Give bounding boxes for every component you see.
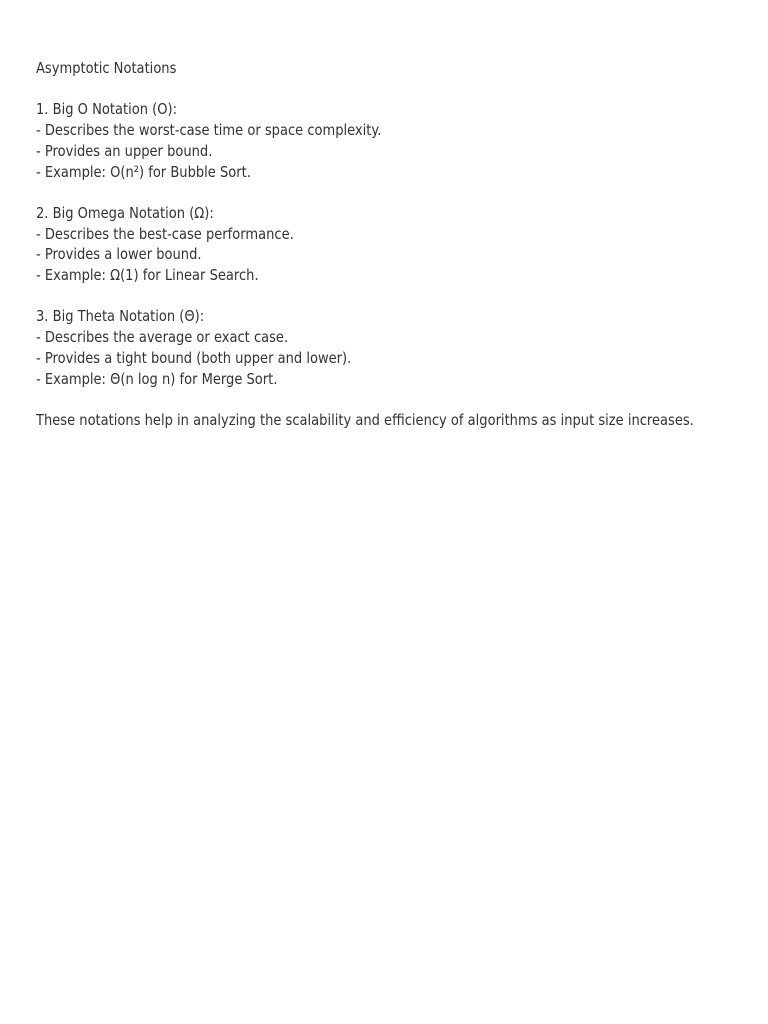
bullet-point: - Example: O(n²) for Bubble Sort.: [36, 162, 251, 181]
section-big-omega: [36, 203, 662, 286]
bullet-point: - Provides a tight bound (both upper and lower).: [36, 348, 352, 367]
section-big-theta: [36, 306, 662, 389]
paragraph-gap: [36, 79, 662, 100]
section-heading: 3. Big Theta Notation (Θ):: [36, 307, 205, 326]
paragraph-gap: [36, 286, 662, 307]
section-heading: 1. Big O Notation (O):: [36, 100, 178, 119]
document-title: Asymptotic Notations: [36, 59, 177, 77]
conclusion-paragraph: These notations help in analyzing the scalability and efficiency of algorithms as input size increases.: [36, 410, 694, 429]
paragraph-gap: [36, 182, 662, 203]
bullet-point: - Example: Θ(n log n) for Merge Sort.: [36, 369, 278, 388]
paragraph-gap: [36, 389, 662, 410]
bullet-point: - Example: Ω(1) for Linear Search.: [36, 266, 259, 284]
bullet-point: - Describes the best-case performance.: [36, 224, 294, 243]
document-page: [36, 58, 694, 431]
bullet-point: - Provides an upper bound.: [36, 141, 213, 160]
bullet-point: - Describes the worst-case time or space complexity.: [36, 121, 382, 140]
section-big-o: [36, 99, 662, 182]
section-heading: 2. Big Omega Notation (Ω):: [36, 203, 214, 222]
bullet-point: - Provides a lower bound.: [36, 245, 202, 264]
bullet-point: - Describes the average or exact case.: [36, 328, 289, 347]
